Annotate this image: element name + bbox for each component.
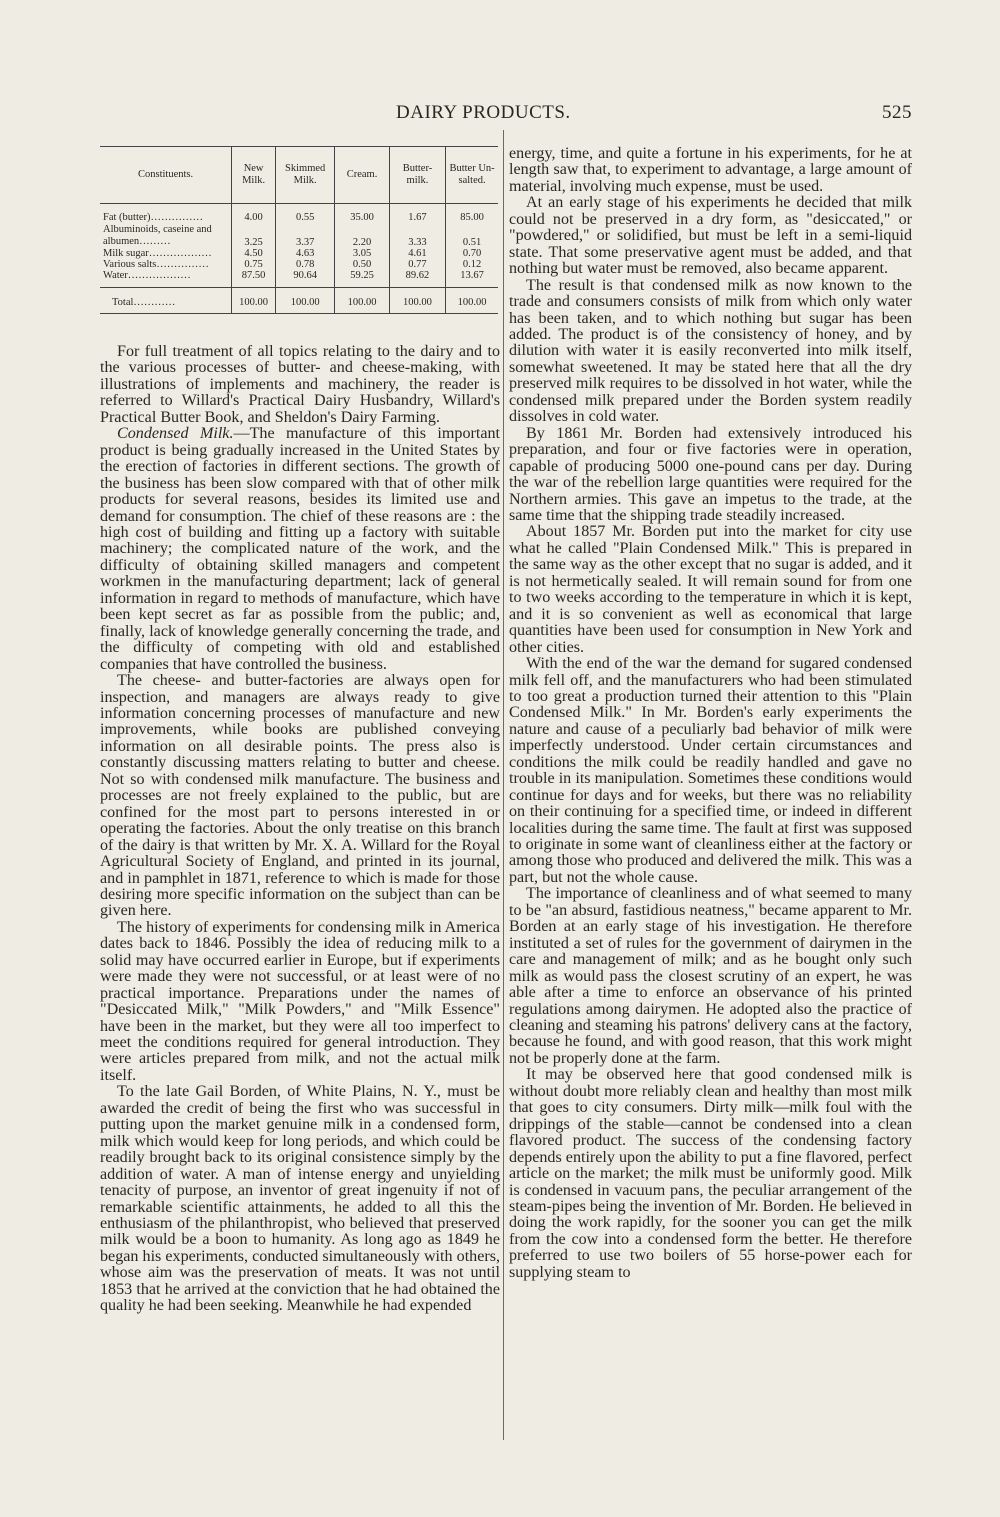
table-cell: Milk sugar………………: [103, 248, 212, 259]
paragraph-continued: energy, time, and quite a fortune in his experiments, for he at length saw that, to experiment to advantage, a large amount of material, involving much expense, must be used.: [509, 145, 912, 195]
table-cell: Albuminoids, caseine and albumen………: [103, 224, 212, 247]
paragraph: The importance of cleanliness and of what seemed to many to be "an absurd, fastidious neatness," became apparent to Mr. Borden at an early stage of his investigation. He therefore instituted a set of rules for the government of dairymen in the care and management of milk; and as he bought only such milk as would pass the closest scrutiny of an expert, he was able after a time to enforce an observance of his printed regulations among dairymen. He adopted also the practice of cleaning and steaming his patrons' delivery cans at the factory, because he found, and with good reason, that this work might not be properly done at the farm.: [509, 885, 912, 1067]
table-cell: 4.61: [389, 248, 445, 259]
table-cell: 13.67: [446, 270, 498, 288]
table-header-row: [100, 147, 498, 204]
paragraph: The cheese- and butter-factories are always open for inspection, and managers are always ready to give information concerning processes of manufacture and new improvements, while books are published conveying information on all desirable points. The press also is constantly discussing matters relating to butter and cheese. Not so with condensed milk manufacture. The business and processes are not freely explained to the public, but are confined for the most part to persons interested in or operating the factories. About the only treatise on this branch of the dairy is that written by Mr. X. A. Willard for the Royal Agricultural Society of England, and printed in its journal, and in pamphlet in 1871, reference to which is made for those desiring more specific information on the subject than can be given here.: [100, 672, 500, 920]
table-cell: 85.00: [446, 204, 498, 224]
table-cell: Various salts……………: [103, 259, 209, 270]
table-cell: 100.00: [335, 288, 390, 314]
table-cell: Fat (butter)……………: [103, 212, 204, 223]
table-cell: 0.51: [446, 223, 498, 248]
table-cell: 4.00: [232, 204, 276, 224]
paragraph: For full treatment of all topics relating to the dairy and to the various processes of butter- and cheese-making, with illustrations of implements and machinery, the reader is referred to Willard's Practical Dairy Husbandry, Willard's Practical Butter Book, and Sheldon's Dairy Farming.: [100, 343, 500, 426]
table-cell: 0.12: [446, 259, 498, 270]
paragraph: By 1861 Mr. Borden had extensively introduced his preparation, and four or five factories were in operation, capable of producing 5000 one-pound cans per day. During the war of the rebellion large quantities were required for the Northern armies. This gave an impetus to the trade, at the same time that the shipping trade steadily increased.: [509, 424, 912, 524]
table-header-cell: New Milk.: [232, 147, 276, 204]
table-header-cell: Constituents.: [100, 147, 232, 204]
table-cell: 0.70: [446, 248, 498, 259]
paragraph: With the end of the war the demand for sugared condensed milk fell off, and the manufacturers who had been stimulated to too great a production turned their attention to this "Plain Condensed Milk." In Mr. Borden's early experiments the nature and cause of a peculiarly bad behavior of milk were imperfectly understood. Under certain circumstances and conditions the milk could be readily handled and gave no trouble in its manipulation. Sometimes these conditions would continue for days and for weeks, but there was no reliability on their continuing for a specified time, or indeed in different localities during the same time. The fault at first was supposed to originate in some want of cleanliness either at the factory or among those who produced and delivered the milk. This was a part, but not the whole cause.: [509, 655, 912, 886]
table-cell: 0.55: [276, 204, 335, 224]
paragraph: To the late Gail Borden, of White Plains, N. Y., must be awarded the credit of being the first who was successful in putting upon the market genuine milk in a condensed form, milk which would keep for long periods, and which could be readily brought back to its original consistence simply by the addition of water. A man of intense energy and unyielding tenacity of purpose, an inventor of great ingenuity if not of remarkable scientific attainments, he added to all this the enthusiasm of the philanthropist, who believed that preserved milk would be a boon to humanity. As long ago as 1849 he began his experiments, conducted simultaneously with others, whose aim was the preservation of meats. It was not until 1853 that he arrived at the conviction that he had obtained the quality he had been seeking. Meanwhile he had expended: [100, 1083, 500, 1315]
table-cell: 35.00: [335, 204, 390, 224]
table-cell: 59.25: [335, 270, 390, 288]
paragraph-text: —The manufacture of this important product is being gradually increased in the United States by the erection of factories in different sections. The growth of the business has been slow compared with that of other milk products for several reasons, besides its limited use and demand for consumption. The chief of these reasons are : the high cost of building and fitting up a factory with suitable machinery; the complicated nature of the work, and the difficulty of obtaining skilled managers and competent workmen in the manufacturing department; lack of general information in regard to methods of manufacture, which have been kept secret as far as possible from the public; and, finally, lack of knowledge generally concerning the trade, and the difficulty of competing with old and established companies that have controlled the business.: [100, 425, 500, 673]
table-cell: 3.05: [335, 248, 390, 259]
table-row: [100, 259, 498, 270]
table-cell: 100.00: [232, 288, 276, 314]
table-cell: 0.77: [389, 259, 445, 270]
paragraph: It may be observed here that good condensed milk is without doubt more reliably clean and healthy than most milk that goes to city consumers. Dirty milk—milk foul with the drippings of the stable—cannot be condensed into a clean flavored product. The success of the condensing factory depends entirely upon the ability to put a fine flavored, perfect article on the market; the milk must be uniformly good. Milk is condensed in vacuum pans, the peculiar arrangement of the steam-pipes being the invention of Mr. Borden. He believed in doing the work rapidly, for the sooner you can get the milk from the cow into a condensed form the better. He therefore preferred to use two boilers of 55 horse-power each for supplying steam to: [509, 1066, 912, 1281]
table-row: [100, 204, 498, 224]
paragraph: The history of experiments for condensing milk in America dates back to 1846. Possibly the idea of reducing milk to a solid may have occurred earlier in Europe, but if experiments were made they were not successful, or at least were of no practical importance. Preparations under the names of "Desiccated Milk," "Milk Powders," and "Milk Essence" have been in the market, but they were all too imperfect to meet the conditions required for general introduction. They were articles prepared from milk, and not the actual milk itself.: [100, 918, 500, 1084]
table-cell: 1.67: [389, 204, 445, 224]
paragraph: About 1857 Mr. Borden put into the market for city use what he called "Plain Condensed Milk." This is prepared in the same way as the other except that no sugar is added, and it is not hermetically sealed. It will remain sound for from one to two weeks according to the temperature in which it is kept, and it is so convenient as well as economical that large quantities have been used for consumption in New York and other cities.: [509, 523, 912, 656]
page-number: 525: [882, 102, 912, 123]
table-row: [100, 248, 498, 259]
table-cell: 3.37: [276, 223, 335, 248]
paragraph: The result is that condensed milk as now known to the trade and consumers consists of milk from which only water has been taken, and to which nothing but sugar has been added. The product is of the consistency of honey, and by dilution with water it is easily reconverted into milk itself, somewhat sweetened. It may be stated here that all the dry preserved milk requires to be dissolved in hot water, while the condensed milk prepared under the Borden system readily dissolves in cold water.: [509, 276, 912, 426]
page-header-title: DAIRY PRODUCTS.: [396, 102, 571, 123]
table-header-cell: Butter Un-salted.: [446, 147, 498, 204]
table-cell: 0.50: [335, 259, 390, 270]
left-column: [100, 146, 500, 1315]
table-cell: 4.63: [276, 248, 335, 259]
table-cell: Water………………: [103, 270, 191, 281]
table-row: [100, 223, 498, 248]
table-cell: 100.00: [446, 288, 498, 314]
right-column: [509, 146, 912, 1281]
table-cell: 4.50: [232, 248, 276, 259]
table-cell: 89.62: [389, 270, 445, 288]
paragraph-condensed-milk: [100, 426, 500, 673]
table-cell: 0.78: [276, 259, 335, 270]
column-divider: [503, 130, 504, 1440]
table-total-row: [100, 288, 498, 314]
table-header-cell: Butter-milk.: [389, 147, 445, 204]
paragraph: At an early stage of his experiments he decided that milk could not be preserved in a dry form, as "desiccated," or "powdered," or solidified, but must be left in a semi-liquid state. That some preservative agent must be added, and that nothing but water must be removed, also became apparent.: [509, 194, 912, 278]
table-cell: 87.50: [232, 270, 276, 288]
table-cell: Total…………: [100, 288, 232, 314]
left-column-text: [100, 344, 500, 1315]
table-header-cell: Skimmed Milk.: [276, 147, 335, 204]
table-cell: 100.00: [389, 288, 445, 314]
table-cell: 3.25: [232, 223, 276, 248]
running-head: [100, 102, 912, 128]
table-cell: 100.00: [276, 288, 335, 314]
table-cell: 90.64: [276, 270, 335, 288]
table-cell: 2.20: [335, 223, 390, 248]
milk-constituents-table: [100, 146, 498, 314]
table-cell: 0.75: [232, 259, 276, 270]
table-cell: 3.33: [389, 223, 445, 248]
table-header-cell: Cream.: [335, 147, 390, 204]
table-row: [100, 270, 498, 288]
section-lead: Condensed Milk.: [117, 425, 234, 443]
